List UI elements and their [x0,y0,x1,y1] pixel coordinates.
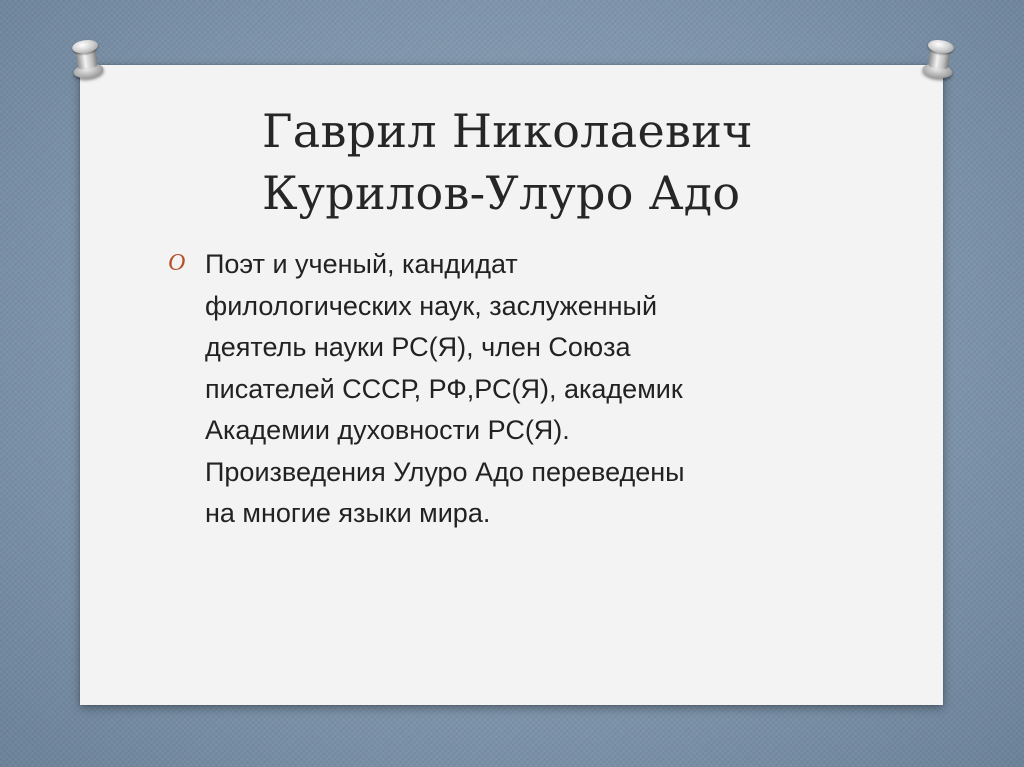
slide-title [262,100,862,224]
pushpin-icon [921,38,956,82]
bullet-text-line: Произведения Улуро Адо переведены [205,456,685,487]
bullet-marker-icon: O [168,250,186,276]
bullet-text-line: филологических наук, заслуженный [205,290,658,321]
bullet-text-line: деятель науки РС(Я), член Союза [205,332,631,362]
slide-title-line: Курилов-Улуро Адо [262,166,741,220]
slide-title-line: Гаврил Николаевич [262,104,753,158]
pushpin-icon [69,38,104,82]
bullet-text-line: на многие языки мира. [205,498,491,528]
bullet-text-line: Академии духовности РС(Я). [205,415,570,445]
bullet-text [205,244,685,535]
bullet-text-line: писателей СССР, РФ,РС(Я), академик [205,373,683,404]
bullet-text-line: Поэт и ученый, кандидат [205,249,518,279]
